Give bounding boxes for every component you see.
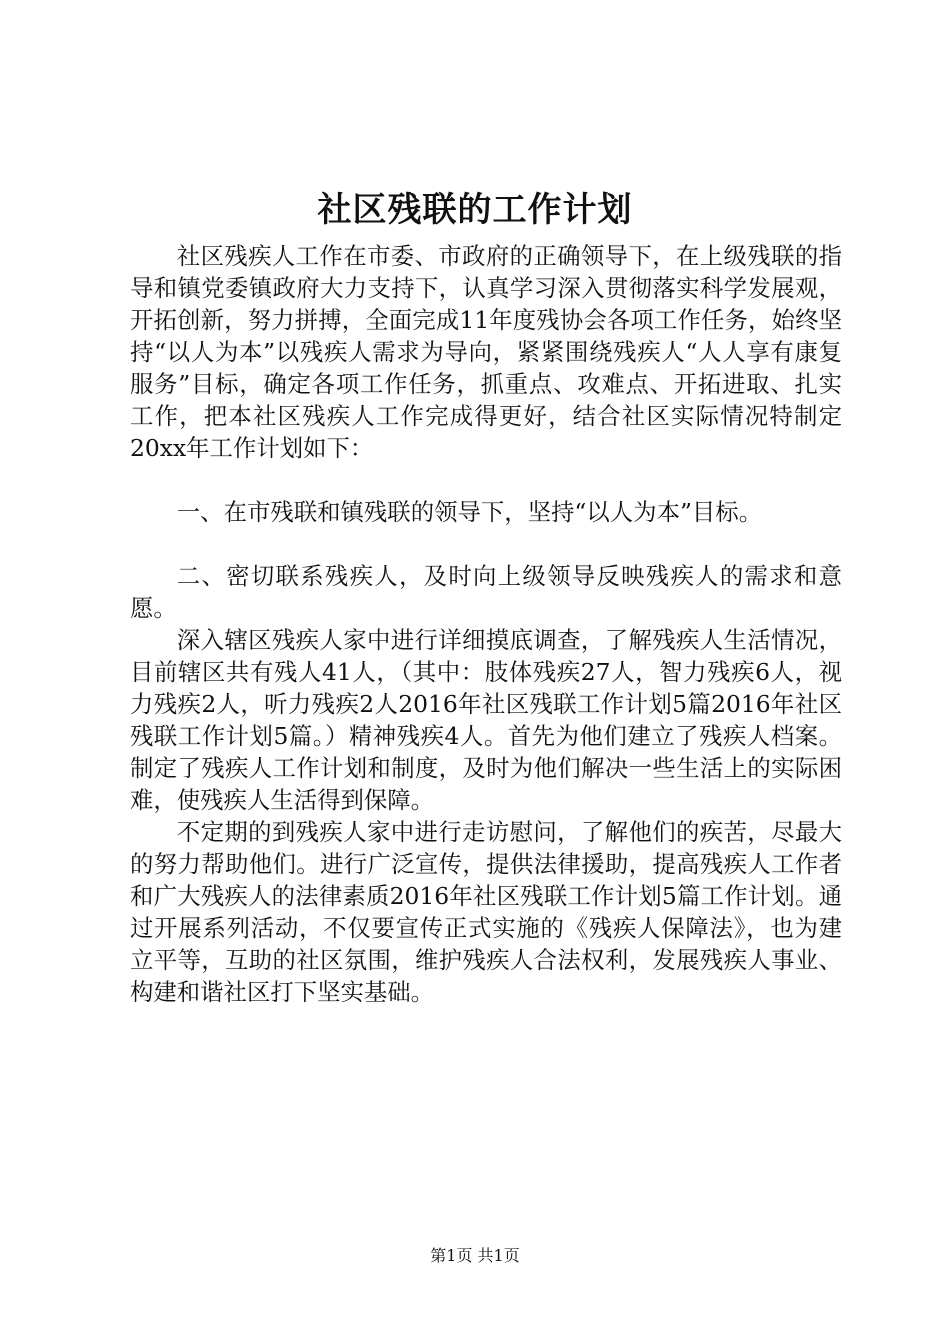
document-title: 社区残联的工作计划 [317, 190, 633, 230]
paragraph-intro: 社区残疾人工作在市委、市政府的正确领导下，在上级残联的指导和镇党委镇政府大力支持下，认真学习深入贯彻落实科学发展观，开拓创新，努力拼搏，全面完成11年度残协会各项工作任务，始终坚持“以人为本”以残疾人需求为导向，紧紧围绕残疾人“人人享有康复服务”目标，确定各项工作任务，抓重点、攻难点、开拓进取、扎实工作，把本社区残疾人工作完成得更好，结合社区实际情况特制定20xx年工作计划如下： [130, 242, 842, 462]
paragraph-visits: 不定期的到残疾人家中进行走访慰问，了解他们的疾苦，尽最大的努力帮助他们。进行广泛宣传，提供法律援助，提高残疾人工作者和广大残疾人的法律素质2016年社区残联工作计划5篇工作计划。通过开展系列活动，不仅要宣传正式实施的《残疾人保障法》，也为建立平等，互助的社区氛围，维护残疾人合法权利，发展残疾人事业、构建和谐社区打下坚实基础。 [130, 818, 842, 1006]
paragraph-survey: 深入辖区残疾人家中进行详细摸底调查，了解残疾人生活情况，目前辖区共有残人41人，（其中：肢体残疾27人，智力残疾6人，视力残疾2人，听力残疾2人2016年社区残联工作计划5篇2016年社区残联工作计划5篇。）精神残疾4人。首先为他们建立了残疾人档案。制定了残疾人工作计划和制度，及时为他们解决一些生活上的实际困难，使残疾人生活得到保障。 [130, 626, 842, 814]
document-body [130, 240, 842, 1008]
paragraph-spacer [130, 528, 842, 560]
paragraph-section-1: 一、在市残联和镇残联的领导下，坚持“以人为本”目标。 [176, 498, 763, 526]
paragraph-section-2: 二、密切联系残疾人，及时向上级领导反映残疾人的需求和意愿。 [130, 562, 842, 622]
page-footer: 第1页 共1页 [430, 1246, 520, 1265]
paragraph-spacer [130, 464, 842, 496]
